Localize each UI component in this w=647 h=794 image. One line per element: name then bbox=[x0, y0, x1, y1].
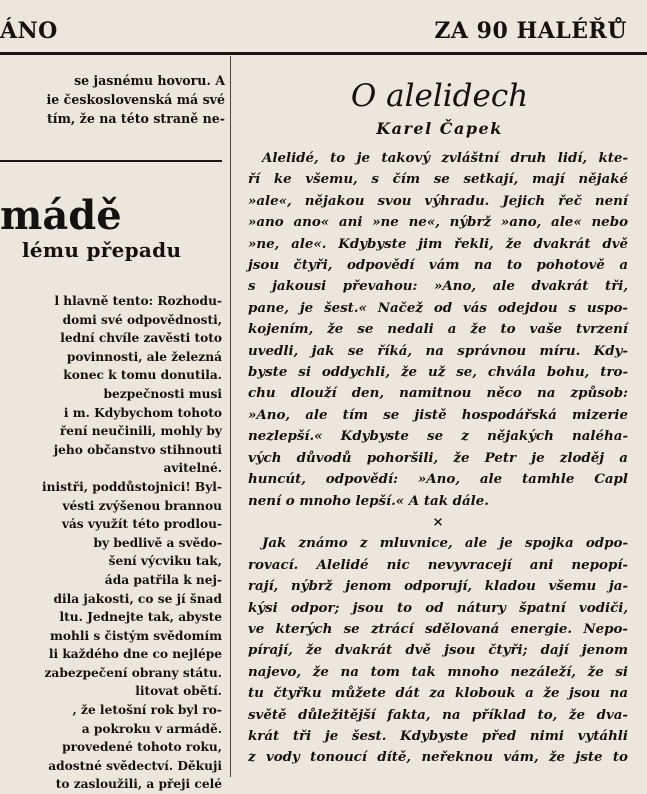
text-line: zabezpečení obrany státu. bbox=[44, 665, 222, 680]
text-line: šení výcviku tak, bbox=[108, 554, 222, 569]
text-line: lední chvíle zavěsti toto bbox=[60, 331, 222, 346]
text-line: se jasnému hovoru. A bbox=[74, 73, 225, 88]
article-line: tu čtyřku můžete dát za klobouk a že jsou na bbox=[248, 685, 628, 702]
section-rule bbox=[0, 160, 222, 162]
article-line: rovací. Alelidé nic nevyvracejí ani nepopí- bbox=[248, 556, 628, 573]
article-line: »ano ano« ani »ne ne«, nýbrž »ano, ale« nebo bbox=[248, 214, 628, 231]
article-line: rají, nýbrž jenom odporují, kladou všemu ja- bbox=[248, 578, 628, 595]
article-line: jsou čtyři, odpovědí vám na to pohotově a bbox=[248, 257, 628, 274]
article-line: byste si oddychli, že už se, chvála bohu, tro- bbox=[248, 364, 628, 381]
article-title: O alelidech bbox=[350, 78, 529, 114]
article-line: pírají, že dvakrát dvě jsou čtyři; dají jenom bbox=[248, 642, 628, 659]
text-line: ření neučinili, mohly by bbox=[59, 424, 222, 439]
article-line: vých důvodů pohoršili, že Petr je zloděj a bbox=[248, 449, 628, 466]
text-line: adostné svědectví. Děkuji bbox=[48, 758, 222, 773]
left-column-body bbox=[0, 292, 222, 794]
article-line: »ne, ale«. Kdybyste jim řekli, že dvakrát dvě bbox=[248, 235, 628, 252]
section-separator: × bbox=[432, 513, 444, 530]
article-line: uvedli, jak se říká, na správnou míru. Kdy- bbox=[248, 342, 628, 359]
article-line: není o mnoho lepší.« A tak dále. bbox=[248, 492, 489, 509]
text-line: ltu. Jednejte tak, abyste bbox=[59, 610, 222, 625]
article-line: kojením, že se nedali a že to vaše tvrzení bbox=[248, 321, 628, 338]
text-line: jeho občanstvo stihnouti bbox=[53, 442, 222, 457]
text-line: tím, že na této straně ne- bbox=[46, 111, 225, 126]
text-line: povinnosti, ale železná bbox=[66, 349, 222, 364]
text-line: domi své odpovědnosti, bbox=[62, 312, 222, 327]
text-line: litovat obětí. bbox=[135, 684, 222, 699]
left-column-subheadline: lému přepadu bbox=[22, 238, 182, 262]
text-line: provedené tohoto roku, bbox=[62, 740, 222, 755]
article-line: Alelidé, to je takový zvláštní druh lidí, kte- bbox=[262, 150, 628, 166]
text-line: dila jakosti, co se jí šnad bbox=[53, 591, 222, 606]
article-author: Karel Čapek bbox=[376, 119, 503, 138]
article-line: pane, je šest.« Načež od vás odejdou s uspo- bbox=[248, 299, 628, 316]
article-line: najevo, že na tom tak mnoho nezáleží, že si bbox=[248, 663, 628, 680]
column-divider bbox=[230, 56, 231, 777]
newspaper-header-price: ZA 90 HALÉŘŮ bbox=[434, 18, 627, 44]
text-line: a pokroku v armádě. bbox=[81, 721, 222, 736]
text-line: by bedlivě a svědo- bbox=[93, 535, 222, 550]
article-line: huncút, odpovědí: »Ano, ale tamhle Capl bbox=[248, 471, 628, 488]
text-line: l hlavně tento: Rozhodu- bbox=[54, 294, 222, 308]
article-line: »ale«, nějakou svou výhradu. Jejich řeč není bbox=[248, 192, 628, 209]
article-line: »Ano, ale tím se jistě hospodářská mizerie bbox=[248, 406, 628, 423]
text-line: mohli s čistým svědomím bbox=[49, 628, 222, 643]
text-line: vésti zvýšenou brannou bbox=[62, 498, 222, 513]
text-line: áda patřila k nej- bbox=[104, 572, 222, 587]
newspaper-header-left: ÁNO bbox=[0, 18, 58, 44]
article-line: z vody tonoucí dítě, neřeknou vám, že jste to bbox=[248, 749, 628, 766]
header-rule bbox=[0, 52, 647, 55]
article-line: krát tři je šest. Kdybyste před nimi vytáhli bbox=[248, 727, 628, 744]
article-line: Jak známo z mluvnice, ale je spojka odpo- bbox=[262, 535, 628, 552]
text-line: konec k tomu donutila. bbox=[63, 368, 222, 383]
text-line: inistři, poddůstojnici! Byl- bbox=[42, 479, 222, 494]
article-line: s jakousi převahou: »Ano, ale dvakrát tři, bbox=[248, 278, 628, 295]
article-line: ří ke všemu, s čím se setkají, mají nějaké bbox=[248, 171, 628, 188]
text-line: li každého dne co nejlépe bbox=[48, 647, 222, 662]
left-column-top-paragraph bbox=[0, 71, 225, 128]
text-line: i m. Kdybychom tohoto bbox=[63, 405, 222, 420]
text-line: ie československá má své bbox=[46, 92, 225, 107]
text-line: vás využít této prodlou- bbox=[61, 517, 222, 532]
text-line: , že letošní rok byl ro- bbox=[72, 703, 222, 718]
text-line: avitelné. bbox=[163, 461, 222, 476]
article-line: chu dlouží den, namitnou něco na způsob: bbox=[248, 385, 628, 402]
article-line: kýsi odpor; jsou to od nátury špatní vodiči, bbox=[248, 599, 628, 616]
article-line: světě důležitější fakta, na příklad to, že dva- bbox=[248, 706, 628, 723]
article-line: nezlepší.« Kdybyste se z nějakých naléha- bbox=[248, 428, 628, 445]
left-column-headline: mádě bbox=[0, 192, 122, 239]
article-body bbox=[248, 148, 628, 769]
text-line: bezpečnosti musi bbox=[103, 386, 222, 401]
text-line: to zasloužili, a přeji celé bbox=[55, 777, 222, 792]
article-line: ve kterých se ztrácí sdělovaná energie. Nepo- bbox=[248, 620, 628, 637]
